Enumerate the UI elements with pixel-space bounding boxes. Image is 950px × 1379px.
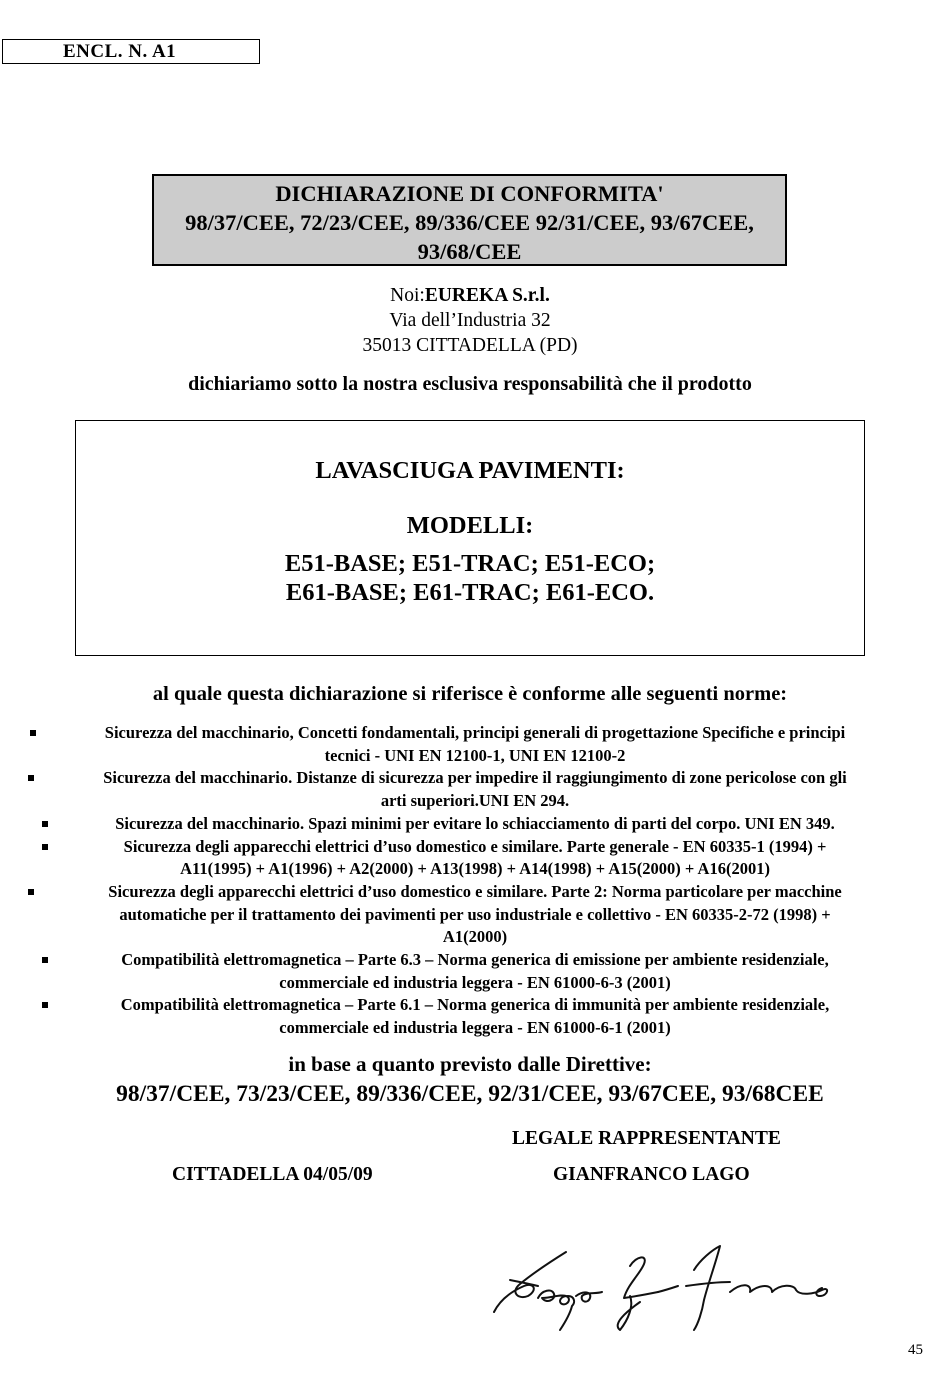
norm-line: tecnici - UNI EN 12100-1, UNI EN 12100-2 [324,745,626,765]
directives-section [0,1050,940,1110]
models-list [76,549,864,607]
company-address [0,283,940,358]
norm-item [0,881,950,949]
norm-line: Compatibilità elettromagnetica – Parte 6.3 – Norma generica di emissione per ambiente residenziale, [121,950,829,970]
norm-line: commerciale ed industria leggera - EN 61000-6-3 (2001) [279,972,671,992]
norm-item [0,836,950,881]
norm-line: Sicurezza del macchinario. Spazi minimi per evitare lo schiacciamento di parti del corpo. UNI EN 349. [115,813,835,833]
bullet-icon [42,1002,48,1008]
models-line-2: E61-BASE; E61-TRAC; E61-ECO. [285,579,655,606]
handwritten-signature [480,1240,840,1332]
norm-item [0,994,950,1039]
norm-line: Sicurezza degli apparecchi elettrici d’uso domestico e similare. Parte 2: Norma particolare per macchine [108,881,842,901]
enclosure-label: ENCL. N. A1 [2,39,260,64]
norms-intro: al quale questa dichiarazione si riferisce è conforme alle seguenti norme: [152,683,788,705]
norm-line: Compatibilità elettromagnetica – Parte 6.1 – Norma generica di immunità per ambiente residenziale, [120,995,830,1015]
norm-line: automatiche per il trattamento dei pavimenti per uso industriale e collettivo - EN 60335-2-72 (1998) + [119,904,831,924]
norms-list [0,722,950,1040]
signer-name: GIANFRANCO LAGO [553,1164,750,1185]
bullet-icon [28,775,34,781]
company-street: Via dell’Industria 32 [389,310,551,331]
bullet-icon [42,844,48,850]
company-city: 35013 CITTADELLA (PD) [362,335,578,356]
norm-item [0,722,950,767]
bullet-icon [42,821,48,827]
norm-line: A11(1995) + A1(1996) + A2(2000) + A13(1998) + A14(1998) + A15(2000) + A16(2001) [180,859,770,879]
norm-line: Sicurezza degli apparecchi elettrici d’uso domestico e similare. Parte generale - EN 60335-1 (1994) + [123,836,827,856]
company-prefix: Noi: [390,285,425,306]
norm-item [0,813,950,836]
models-line-1: E51-BASE; E51-TRAC; E51-ECO; [284,550,656,577]
title-line-2: 98/37/CEE, 72/23/CEE, 89/336/CEE 92/31/CEE, 93/67CEE, [185,210,754,235]
bullet-icon [30,730,36,736]
norm-line: commerciale ed industria leggera - EN 61000-6-1 (2001) [279,1018,671,1038]
declaration-statement: dichiariamo sotto la nostra esclusiva responsabilità che il prodotto [188,373,752,395]
norm-line: A1(2000) [442,927,508,947]
signer-role: LEGALE RAPPRESENTANTE [512,1128,781,1149]
bullet-icon [42,957,48,963]
norm-line: Sicurezza del macchinario. Distanze di sicurezza per impedire il raggiungimento di zone pericolose con gli [103,768,847,788]
norm-item [0,767,950,812]
product-box [75,420,865,656]
company-name: EUREKA S.r.l. [424,285,550,306]
declaration-title-box [152,174,787,266]
norm-item [0,949,950,994]
company-name-line [0,283,940,308]
page-number: 45 [908,1342,923,1358]
directives-list: 98/37/CEE, 73/23/CEE, 89/336/CEE, 92/31/CEE, 93/67CEE, 93/68CEE [116,1081,824,1107]
bullet-icon [28,889,34,895]
title-line-1: DICHIARAZIONE DI CONFORMITA' [275,181,664,206]
title-line-3: 93/68/CEE [417,239,522,264]
models-label: MODELLI: [406,512,534,539]
norm-line: arti superiori.UNI EN 294. [380,791,570,811]
product-name: LAVASCIUGA PAVIMENTI: [315,457,625,484]
norm-line: Sicurezza del macchinario, Concetti fondamentali, principi generali di progettazione Specifiche e principi [104,723,846,742]
directives-intro: in base a quanto previsto dalle Direttive: [288,1052,652,1076]
place-date: CITTADELLA 04/05/09 [172,1164,373,1185]
